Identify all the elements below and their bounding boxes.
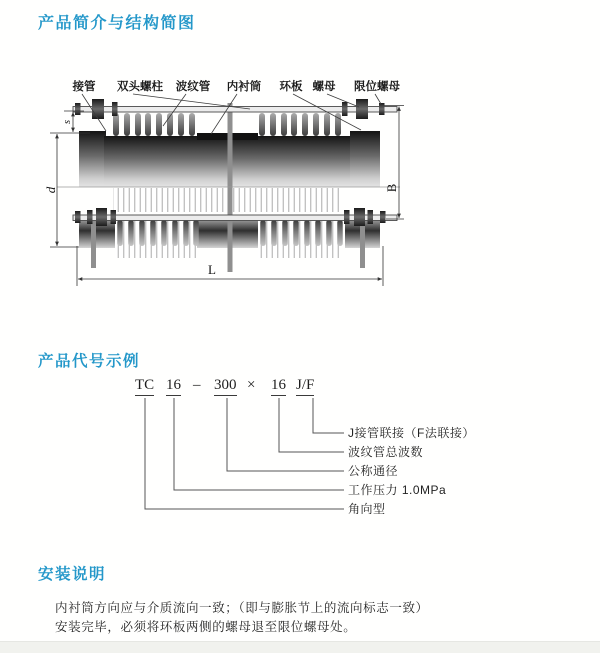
- code-token: J/F: [296, 378, 314, 396]
- install-note-line: 内衬筒方向应与介质流向一致；（即与膨胀节上的流向标志一致）: [55, 601, 429, 615]
- dimension-label: s: [62, 119, 73, 125]
- structure-diagram: [40, 70, 500, 315]
- code-token: 16: [166, 378, 181, 396]
- code-token: ×: [247, 377, 256, 393]
- code-callout: 角向型: [348, 502, 386, 516]
- page-footer-strip: [0, 641, 600, 653]
- code-callout: J接管联接（F法联接）: [348, 426, 475, 440]
- code-token: 16: [271, 378, 286, 396]
- part-label: 环板: [279, 81, 303, 93]
- code-token: TC: [135, 378, 154, 396]
- part-label: 接管: [72, 81, 96, 93]
- section-title-installation: 安装说明: [38, 566, 107, 583]
- part-label: 螺母: [312, 81, 336, 93]
- code-callout: 波纹管总波数: [348, 445, 424, 459]
- section-title-product-intro: 产品简介与结构简图: [38, 15, 196, 32]
- code-token: –: [193, 377, 201, 393]
- dimension-label: B: [385, 183, 399, 193]
- code-callout: 公称通径: [348, 464, 399, 478]
- code-callout: 工作压力 1.0MPa: [348, 483, 447, 497]
- part-label: 波纹管: [175, 81, 211, 93]
- code-token: 300: [214, 378, 237, 396]
- section-title-product-code: 产品代号示例: [38, 353, 141, 370]
- dimension-label: L: [208, 262, 216, 277]
- bellows-ribs-upper: [113, 113, 341, 136]
- part-label: 双头螺柱: [117, 81, 163, 93]
- part-label: 限位螺母: [354, 81, 400, 93]
- dimension-label: d: [43, 186, 58, 194]
- install-note-line: 安装完毕，必须将环板两侧的螺母退至限位螺母处。: [55, 620, 357, 634]
- part-label: 内衬筒: [226, 81, 262, 93]
- part-labels: [72, 79, 401, 93]
